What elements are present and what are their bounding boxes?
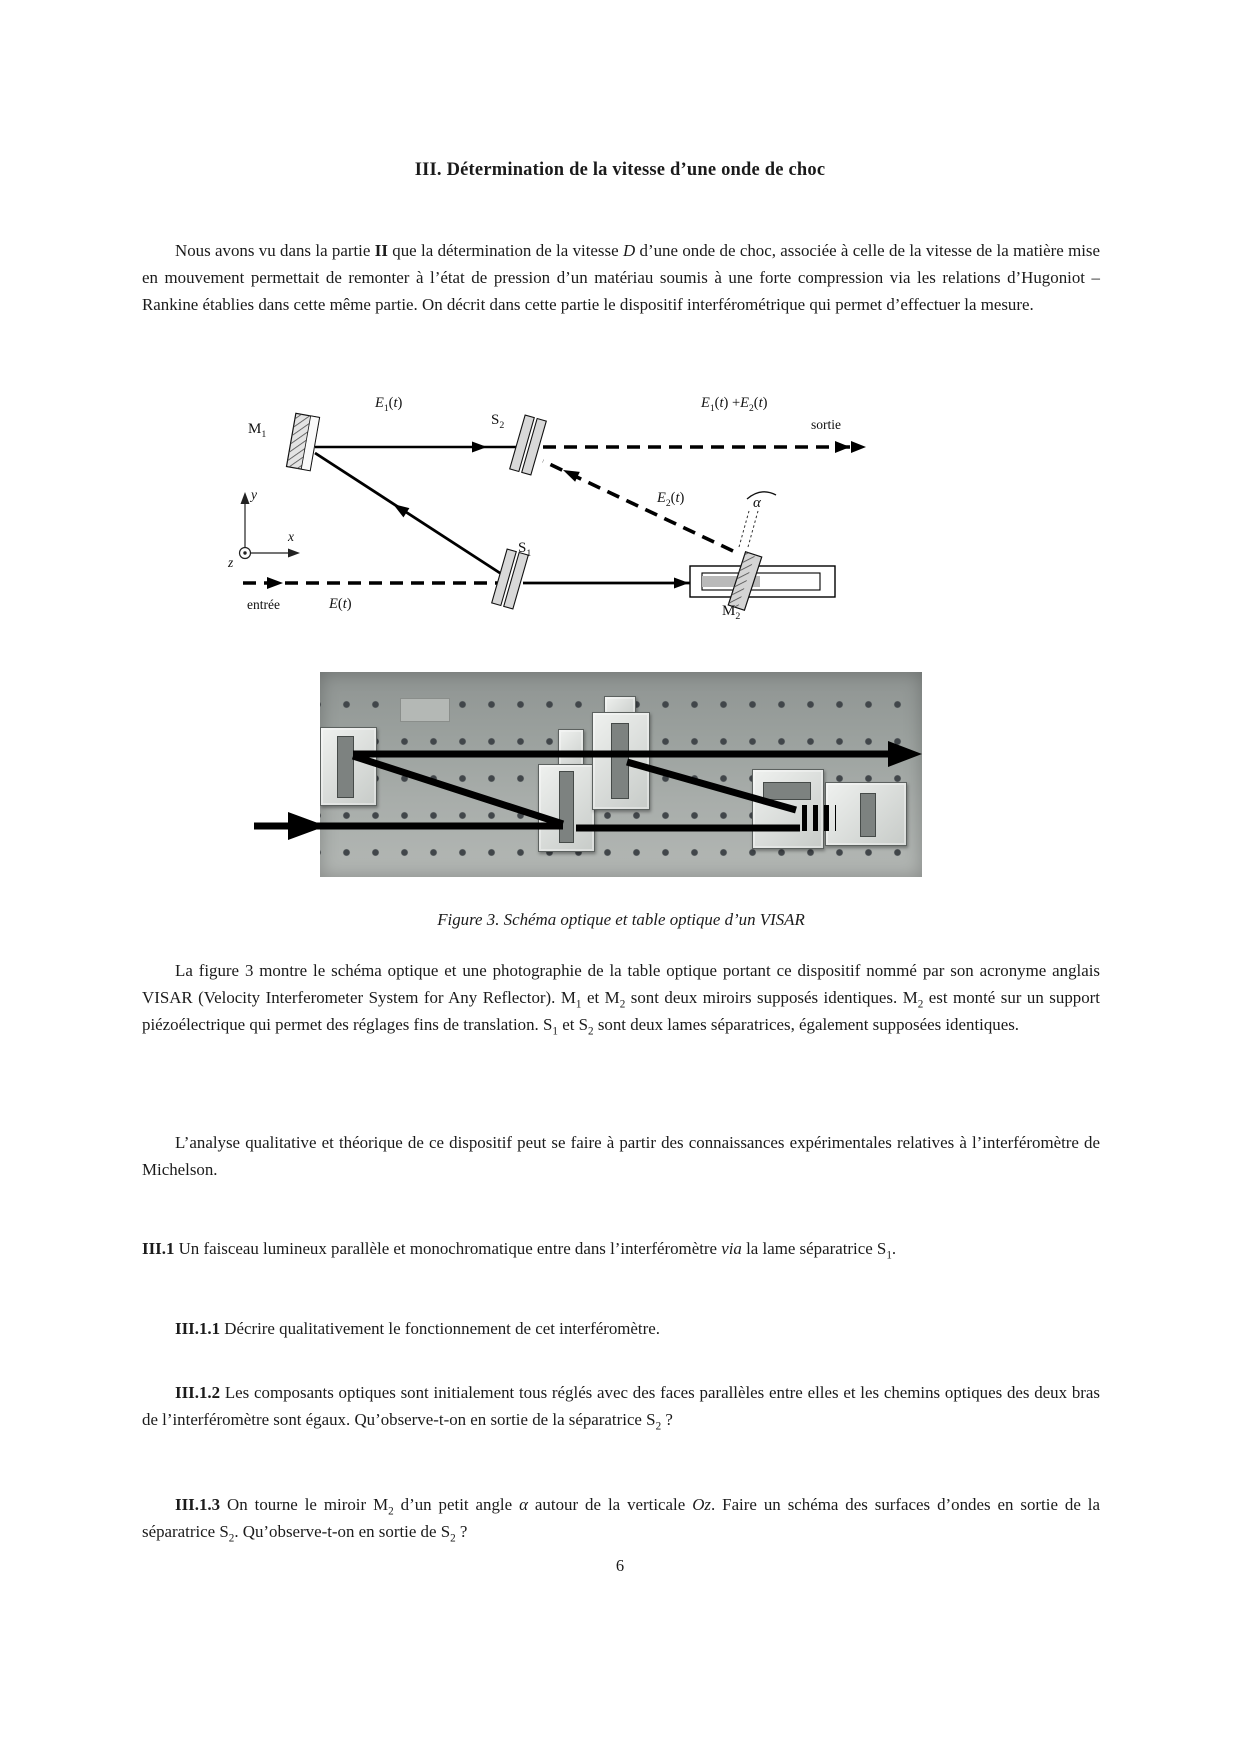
section-title: III. Détermination de la vitesse d’une onde de choc (414, 160, 826, 181)
question-III-1-3 (142, 1491, 1100, 1545)
splitter-s2 (510, 415, 547, 475)
photo-mount-s2 (592, 712, 650, 810)
label-mirror-m2: $M_2$ (722, 603, 741, 622)
photo-mount-m2-left (752, 769, 824, 849)
label-axis-z: z (228, 555, 234, 570)
beam-m1-s2 (315, 442, 518, 453)
question-number: III.1.1 (175, 1318, 221, 1338)
label-exit: sortie (811, 417, 841, 432)
paragraph-figure: La figure 3 montre le schéma optique et une photographie de la table optique portant ce dispositif nommé par son acronyme anglais VISAR (Velocity Interferometer System for Any Reflector). $M_1$ et $M_2$ sont deux miroirs supposés identiques. $M_2$ est monté sur un support piézoélectrique qui permet des réglages fins de translation. $S_1$ et $S_2$ sont deux lames séparatrices, également supposées identiques. (142, 960, 1100, 1038)
paragraph-analysis: L’analyse qualitative et théorique de ce dispositif peut se faire à partir des connaissances expérimentales relatives à l’interféromètre de Michelson. (142, 1132, 1100, 1179)
label-beam-e1-plus-e2: $E_1(t) +E_2(t)$ (701, 395, 768, 414)
label-beam-e1: $E_1(t)$ (375, 395, 403, 414)
label-angle-alpha: α (753, 495, 761, 511)
mirror-m1 (286, 413, 319, 470)
label-beam-e: E(t) (329, 596, 352, 612)
angle-reference-lines (739, 511, 758, 547)
label-axis-y: y (251, 487, 257, 502)
label-splitter-s1: $S_1$ (518, 540, 532, 559)
label-axis-x: x (288, 529, 294, 544)
question-number: III.1 (142, 1238, 175, 1258)
photo-mount-m1 (320, 727, 377, 806)
page-number: 6 (615, 1556, 625, 1575)
question-text: Un faisceau lumineux parallèle et monochromatique entre dans l’interféromètre via la lame séparatrice $S_1$. (174, 1238, 897, 1262)
question-text: Décrire qualitativement le fonctionnement de cet interféromètre. (220, 1318, 660, 1338)
splitter-s1 (492, 549, 529, 609)
question-text: Les composants optiques sont initialement tous réglés avec des faces parallèles entre elles et les chemins optiques des deux bras de l’interféromètre sont égaux. Qu’observe-t-on en sortie de la séparatrice $S_2$ ? (142, 1382, 1100, 1433)
question-number: III.1.2 (175, 1382, 221, 1402)
label-mirror-m1: $M_1$ (248, 421, 267, 440)
m2-support-box (690, 566, 835, 597)
photo-mount-m2-right (825, 782, 907, 846)
question-text: On tourne le miroir $M_2$ d’un petit angle α autour de la verticale Oz. Faire un schéma des surfaces d’ondes en sortie de la séparatrice $S_2$. Qu’observe-t-on en sortie de $S_2$ ? (142, 1494, 1100, 1545)
beam-s2-exit (543, 441, 866, 453)
photo-mount-s1 (538, 764, 595, 852)
alpha-arc (747, 492, 776, 499)
label-beam-e2: $E_2(t)$ (657, 490, 685, 509)
question-III-1-2 (142, 1379, 1100, 1433)
photo-board-patch (400, 698, 450, 722)
beam-s1-m1 (315, 453, 503, 575)
beam-m2-s2 (543, 461, 733, 551)
question-III-1-1 (142, 1315, 1100, 1342)
optical-schematic (225, 395, 925, 635)
question-III-1 (142, 1235, 1100, 1262)
beam-entry (243, 577, 501, 589)
paragraph-intro: Nous avons vu dans la partie II que la détermination de la vitesse D d’une onde de choc, associée à celle de la vitesse de la matière mise en mouvement permettait de remonter à l’état de pression d’un matériau soumis à une forte compression via les relations d’Hugoniot – Rankine établies dans cette même partie. On décrit dans cette partie le dispositif interférométrique qui permet d’effectuer la mesure. (142, 240, 1100, 314)
optical-table-photo (320, 672, 922, 877)
figure-caption: Figure 3. Schéma optique et table optique d’un VISAR (437, 909, 805, 929)
axes (240, 492, 301, 559)
label-splitter-s2: $S_2$ (491, 412, 505, 431)
question-number: III.1.3 (175, 1494, 221, 1514)
label-entrance: entrée (247, 597, 280, 612)
